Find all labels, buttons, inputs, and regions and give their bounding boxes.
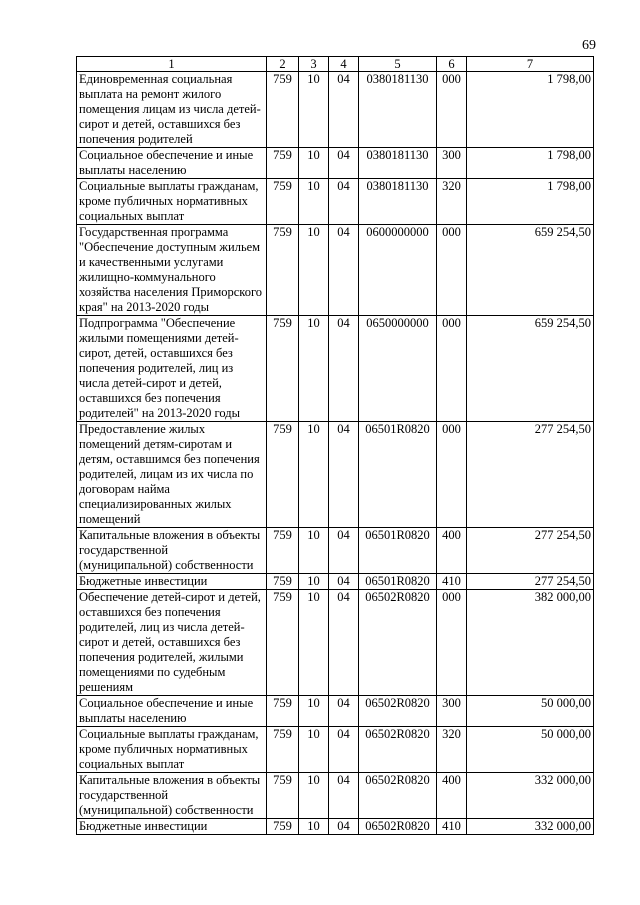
- row-code-6: 320: [437, 727, 467, 773]
- table-row: [77, 696, 594, 727]
- table-row: [77, 773, 594, 819]
- table-row: [77, 574, 594, 590]
- row-code-2: 759: [267, 727, 299, 773]
- row-name: Бюджетные инвестиции: [77, 574, 267, 590]
- row-code-3: 10: [299, 574, 329, 590]
- row-code-3: 10: [299, 148, 329, 179]
- row-amount: 1 798,00: [467, 72, 594, 148]
- row-amount: 277 254,50: [467, 574, 594, 590]
- row-code-2: 759: [267, 179, 299, 225]
- row-code-3: 10: [299, 422, 329, 528]
- row-code-6: 000: [437, 422, 467, 528]
- row-code-6: 300: [437, 696, 467, 727]
- row-name: Подпрограмма "Обеспечение жилыми помещениями детей-сирот, детей, оставшихся без попечения родителей, лиц из числа детей-сирот и детей, оставшихся без попечения родителей" на 2013-2020 годы: [77, 316, 267, 422]
- row-code-5: 06502R0820: [359, 590, 437, 696]
- row-code-2: 759: [267, 819, 299, 835]
- row-code-3: 10: [299, 179, 329, 225]
- budget-table: [76, 56, 594, 835]
- row-amount: 50 000,00: [467, 727, 594, 773]
- row-code-5: 06502R0820: [359, 727, 437, 773]
- row-code-2: 759: [267, 528, 299, 574]
- row-code-5: 0380181130: [359, 179, 437, 225]
- row-name: Социальное обеспечение и иные выплаты населению: [77, 696, 267, 727]
- page-number: 69: [582, 38, 596, 53]
- row-code-6: 410: [437, 574, 467, 590]
- row-name: Социальные выплаты гражданам, кроме публичных нормативных социальных выплат: [77, 727, 267, 773]
- table-row: [77, 590, 594, 696]
- row-code-5: 06501R0820: [359, 574, 437, 590]
- row-amount: 1 798,00: [467, 148, 594, 179]
- row-code-2: 759: [267, 422, 299, 528]
- row-name: Капитальные вложения в объекты государственной (муниципальной) собственности: [77, 528, 267, 574]
- column-header: 2: [267, 57, 299, 72]
- header-row: [77, 57, 594, 72]
- row-code-5: 06502R0820: [359, 773, 437, 819]
- table-row: [77, 422, 594, 528]
- row-code-5: 0600000000: [359, 225, 437, 316]
- row-code-2: 759: [267, 773, 299, 819]
- row-name: Капитальные вложения в объекты государственной (муниципальной) собственности: [77, 773, 267, 819]
- table-row: [77, 72, 594, 148]
- row-name: Социальное обеспечение и иные выплаты населению: [77, 148, 267, 179]
- row-amount: 332 000,00: [467, 819, 594, 835]
- row-code-5: 06502R0820: [359, 819, 437, 835]
- row-code-4: 04: [329, 574, 359, 590]
- row-code-4: 04: [329, 179, 359, 225]
- row-name: Обеспечение детей-сирот и детей, оставшихся без попечения родителей, лиц из числа детей-сирот и детей, оставшихся без попечения родителей, жилыми помещениями по судебным решениям: [77, 590, 267, 696]
- row-code-2: 759: [267, 696, 299, 727]
- table-row: [77, 225, 594, 316]
- row-name: Предоставление жилых помещений детям-сиротам и детям, оставшимся без попечения родителей, лицам из их числа по договорам найма специализированных жилых помещений: [77, 422, 267, 528]
- table-row: [77, 179, 594, 225]
- row-code-6: 000: [437, 72, 467, 148]
- column-header: 3: [299, 57, 329, 72]
- column-header: 4: [329, 57, 359, 72]
- row-code-6: 000: [437, 316, 467, 422]
- row-code-5: 06501R0820: [359, 528, 437, 574]
- table-row: [77, 528, 594, 574]
- row-code-6: 000: [437, 225, 467, 316]
- row-code-3: 10: [299, 590, 329, 696]
- row-code-3: 10: [299, 696, 329, 727]
- row-code-4: 04: [329, 696, 359, 727]
- column-header: 6: [437, 57, 467, 72]
- column-header: 5: [359, 57, 437, 72]
- table-row: [77, 819, 594, 835]
- row-amount: 382 000,00: [467, 590, 594, 696]
- row-code-2: 759: [267, 72, 299, 148]
- row-code-5: 0650000000: [359, 316, 437, 422]
- row-code-6: 320: [437, 179, 467, 225]
- column-header: 7: [467, 57, 594, 72]
- row-code-3: 10: [299, 819, 329, 835]
- row-code-5: 06502R0820: [359, 696, 437, 727]
- row-code-4: 04: [329, 225, 359, 316]
- row-code-3: 10: [299, 72, 329, 148]
- row-code-4: 04: [329, 727, 359, 773]
- row-code-6: 300: [437, 148, 467, 179]
- row-code-2: 759: [267, 574, 299, 590]
- row-name: Бюджетные инвестиции: [77, 819, 267, 835]
- row-name: Государственная программа "Обеспечение доступным жильем и качественными услугами жилищно-коммунального хозяйства населения Приморского края" на 2013-2020 годы: [77, 225, 267, 316]
- row-code-6: 410: [437, 819, 467, 835]
- row-code-5: 0380181130: [359, 72, 437, 148]
- row-code-3: 10: [299, 316, 329, 422]
- row-name: Единовременная социальная выплата на ремонт жилого помещения лицам из числа детей-сирот и детей, оставшихся без попечения родителей: [77, 72, 267, 148]
- table-row: [77, 148, 594, 179]
- row-amount: 50 000,00: [467, 696, 594, 727]
- table-row: [77, 727, 594, 773]
- row-code-4: 04: [329, 590, 359, 696]
- row-amount: 277 254,50: [467, 528, 594, 574]
- row-code-3: 10: [299, 225, 329, 316]
- row-code-4: 04: [329, 72, 359, 148]
- row-code-6: 400: [437, 528, 467, 574]
- row-amount: 1 798,00: [467, 179, 594, 225]
- row-code-4: 04: [329, 528, 359, 574]
- row-code-3: 10: [299, 773, 329, 819]
- row-code-4: 04: [329, 316, 359, 422]
- row-code-6: 400: [437, 773, 467, 819]
- row-code-2: 759: [267, 590, 299, 696]
- row-amount: 659 254,50: [467, 225, 594, 316]
- row-code-4: 04: [329, 773, 359, 819]
- row-amount: 277 254,50: [467, 422, 594, 528]
- row-code-4: 04: [329, 819, 359, 835]
- row-code-3: 10: [299, 727, 329, 773]
- table-row: [77, 316, 594, 422]
- row-name: Социальные выплаты гражданам, кроме публичных нормативных социальных выплат: [77, 179, 267, 225]
- row-code-5: 06501R0820: [359, 422, 437, 528]
- row-code-2: 759: [267, 148, 299, 179]
- row-amount: 332 000,00: [467, 773, 594, 819]
- row-code-6: 000: [437, 590, 467, 696]
- row-code-4: 04: [329, 148, 359, 179]
- column-header: 1: [77, 57, 267, 72]
- row-code-5: 0380181130: [359, 148, 437, 179]
- row-code-2: 759: [267, 225, 299, 316]
- row-code-4: 04: [329, 422, 359, 528]
- row-amount: 659 254,50: [467, 316, 594, 422]
- row-code-2: 759: [267, 316, 299, 422]
- row-code-3: 10: [299, 528, 329, 574]
